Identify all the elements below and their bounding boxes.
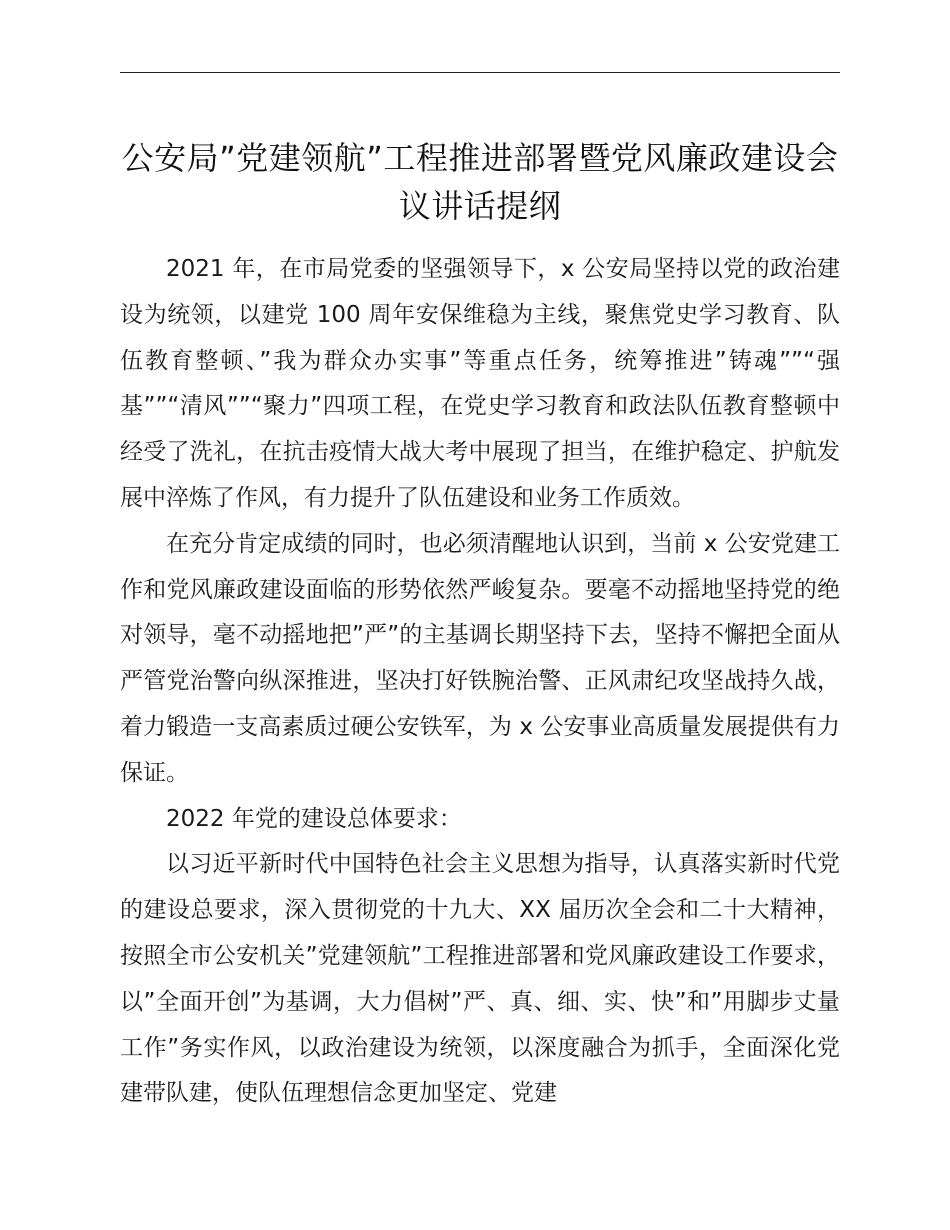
- paragraph-2: 在充分肯定成绩的同时，也必须清醒地认识到，当前 x 公安党建工作和党风廉政建设面临的形势依然严峻复杂。要毫不动摇地坚持党的绝对领导，毫不动摇地把”严”的主基调长期坚持下去，坚持不懈把全面从严管党治警向纵深推进，坚决打好铁腕治警、正风肃纪攻坚战持久战，着力锻造一支高素质过硬公安铁军，为 x 公安事业高质量发展提供有力保证。: [120, 530, 840, 786]
- document-title: 公安局”党建领航”工程推进部署暨党风廉政建设会议讲话提纲: [121, 139, 839, 225]
- document-body: [120, 247, 840, 1117]
- header-rule: [120, 72, 840, 73]
- paragraph-4: 以习近平新时代中国特色社会主义思想为指导，认真落实新时代党的建设总要求，深入贯彻党的十九大、XX 届历次全会和二十大精神，按照全市公安机关”党建领航”工程推进部署和党风廉政建设工作要求，以”全面开创”为基调，大力倡树”严、真、细、实、快”和”用脚步丈量工作”务实作风，以政治建设为统领，以深度融合为抓手，全面深化党建带队建，使队伍理想信念更加坚定、党建: [120, 851, 840, 1107]
- paragraph-3: 2022 年党的建设总体要求：: [166, 805, 462, 832]
- paragraph-1: 2021 年，在市局党委的坚强领导下，x 公安局坚持以党的政治建设为统领，以建党 100 周年安保维稳为主线，聚焦党史学习教育、队伍教育整顿、”我为群众办实事”等重点任务，统筹推进”铸魂””“强基””“清风””“聚力”四项工程，在党史学习教育和政法队伍教育整顿中经受了洗礼，在抗击疫情大战大考中展现了担当，在维护稳定、护航发展中淬炼了作风，有力提升了队伍建设和业务工作质效。: [120, 256, 840, 511]
